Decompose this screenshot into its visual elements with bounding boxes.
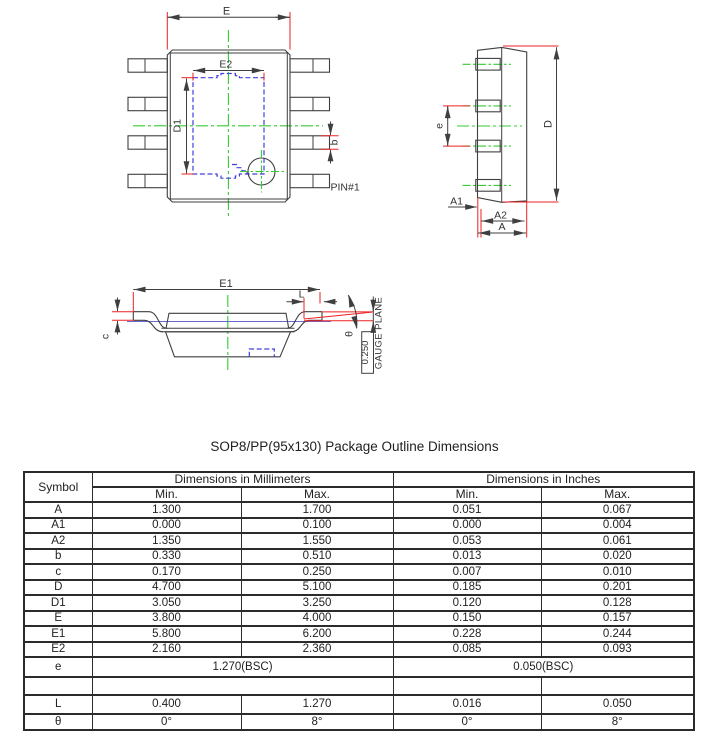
cell-mm-min: 3.800 (92, 611, 241, 627)
col-header-mm-max: Max. (241, 487, 393, 502)
table-row (24, 564, 694, 580)
table-row (24, 595, 694, 611)
cell-symbol: e (24, 657, 92, 677)
table-row (24, 533, 694, 549)
dim-L (287, 289, 338, 319)
cell-mm-min: 4.700 (92, 580, 241, 596)
cell-in-max: 0.020 (541, 549, 694, 565)
cell-mm-max: 0.250 (241, 564, 393, 580)
cell-in-max (541, 677, 694, 695)
cell-in-min: 0.228 (393, 626, 541, 642)
cell-mm-max: 8° (241, 714, 393, 730)
dim-b-label: b (328, 139, 341, 146)
cell-in-min: 0.185 (393, 580, 541, 596)
dimensions-table (23, 471, 695, 731)
table-row-theta (24, 714, 694, 730)
cell-in-max: 0.157 (541, 611, 694, 627)
dim-A-label: A (498, 221, 506, 233)
cell-in-max: 0.004 (541, 518, 694, 534)
col-header-mm-min: Min. (92, 487, 241, 502)
cell-in-min: 0.120 (393, 595, 541, 611)
page-title: SOP8/PP(95x130) Package Outline Dimensions (210, 439, 499, 454)
cell-mm-bsc: 1.270(BSC) (92, 657, 393, 677)
cell-mm-max: 4.000 (241, 611, 393, 627)
front-view (100, 278, 385, 373)
cell-in-max: 0.067 (541, 502, 694, 518)
cell-in-max: 0.201 (541, 580, 694, 596)
col-header-in-max: Max. (541, 487, 694, 502)
table-row-e (24, 657, 694, 677)
top-view (128, 6, 360, 219)
cell-mm-min: 0.400 (92, 695, 241, 714)
table-row (24, 626, 694, 642)
cell-mm-min: 1.350 (92, 533, 241, 549)
table-header-row-1 (24, 472, 694, 487)
cell-mm-max: 1.550 (241, 533, 393, 549)
cell-symbol: D (24, 580, 92, 596)
dim-c-label: c (99, 333, 112, 340)
pins-left (128, 59, 167, 188)
cell-mm-max: 1.270 (241, 695, 393, 714)
cell-in-min: 0.016 (393, 695, 541, 714)
cell-mm-min: 5.800 (92, 626, 241, 642)
col-header-in-group: Dimensions in Inches (393, 472, 694, 487)
dim-b (321, 122, 341, 164)
dim-e-label: e (433, 123, 446, 129)
table-header-row-2 (24, 487, 694, 502)
table-row (24, 502, 694, 518)
cell-symbol: c (24, 564, 92, 580)
cell-in-min: 0.150 (393, 611, 541, 627)
cell-in-max: 0.244 (541, 626, 694, 642)
cell-in-max: 0.128 (541, 595, 694, 611)
col-header-in-min: Min. (393, 487, 541, 502)
col-header-symbol: Symbol (24, 472, 92, 502)
cell-in-max: 8° (541, 714, 694, 730)
cell-mm-min: 0.330 (92, 549, 241, 565)
dim-c (100, 298, 135, 340)
pins-side (476, 58, 500, 191)
table-row (24, 518, 694, 534)
cell-mm-min: 1.300 (92, 502, 241, 518)
pad-mark-dashed (249, 349, 274, 357)
table-row (24, 695, 694, 714)
cell-symbol: E1 (24, 626, 92, 642)
cell-mm-min: 0.170 (92, 564, 241, 580)
dim-A2-label: A2 (494, 209, 507, 222)
cell-symbol (24, 677, 92, 695)
cell-mm-max: 0.510 (241, 549, 393, 565)
pin1-label: PIN#1 (330, 181, 360, 194)
pins-right (290, 59, 330, 188)
cell-in-min: 0.000 (393, 518, 541, 534)
table-row (24, 611, 694, 627)
cell-symbol: E2 (24, 642, 92, 658)
col-header-mm-group: Dimensions in Millimeters (92, 472, 393, 487)
cell-symbol: E (24, 611, 92, 627)
table-row (24, 549, 694, 565)
cell-mm-min: 2.160 (92, 642, 241, 658)
cell-mm-min: 0° (92, 714, 241, 730)
cell-in-max: 0.061 (541, 533, 694, 549)
centerlines-side-view (457, 64, 522, 185)
dim-theta-label: θ (343, 331, 356, 337)
cell-in-bsc: 0.050(BSC) (393, 657, 694, 677)
cell-symbol: D1 (24, 595, 92, 611)
cell-in-max: 0.093 (541, 642, 694, 658)
cell-mm-max: 6.200 (241, 626, 393, 642)
cell-mm-max: 5.100 (241, 580, 393, 596)
cell-symbol: θ (24, 714, 92, 730)
dim-L-label: L (298, 288, 305, 301)
cell-in-min: 0.053 (393, 533, 541, 549)
cell-symbol: A1 (24, 518, 92, 534)
dim-E-label: E (222, 5, 231, 18)
cell-in-max: 0.050 (541, 695, 694, 714)
cell-in-min: 0.051 (393, 502, 541, 518)
cell-mm-empty (92, 677, 393, 695)
gauge-offset-value: 0.250 (359, 340, 371, 365)
dim-E2-label: E2 (219, 58, 233, 71)
cell-in-min (393, 677, 541, 695)
cell-mm-max: 3.250 (241, 595, 393, 611)
cell-mm-max: 1.700 (241, 502, 393, 518)
dim-D (503, 46, 559, 202)
dim-theta-gauge (304, 295, 385, 373)
pin1-circle-centerlines (240, 150, 284, 193)
cell-in-min: 0.085 (393, 642, 541, 658)
dim-D-label: D (542, 120, 555, 128)
table-row-spacer (24, 677, 694, 695)
gauge-plane-label: GAUGE PLANE (373, 296, 385, 370)
cell-in-max: 0.010 (541, 564, 694, 580)
dim-E (167, 6, 290, 50)
cell-symbol: A2 (24, 533, 92, 549)
dim-A1-label: A1 (450, 195, 463, 208)
cell-symbol: b (24, 549, 92, 565)
dim-D1-label: D1 (171, 119, 184, 133)
pad-corner-step (232, 165, 247, 174)
table-row (24, 580, 694, 596)
cell-mm-max: 0.100 (241, 518, 393, 534)
cell-in-min: 0.007 (393, 564, 541, 580)
cell-mm-min: 3.050 (92, 595, 241, 611)
dim-E1-label: E1 (219, 278, 233, 290)
cell-symbol: L (24, 695, 92, 714)
cell-in-min: 0° (393, 714, 541, 730)
table-row (24, 642, 694, 658)
cell-symbol: A (24, 502, 92, 518)
cell-mm-max: 2.360 (241, 642, 393, 658)
cell-mm-min: 0.000 (92, 518, 241, 534)
side-view (434, 46, 559, 238)
dim-E1 (133, 278, 320, 312)
cell-in-min: 0.013 (393, 549, 541, 565)
